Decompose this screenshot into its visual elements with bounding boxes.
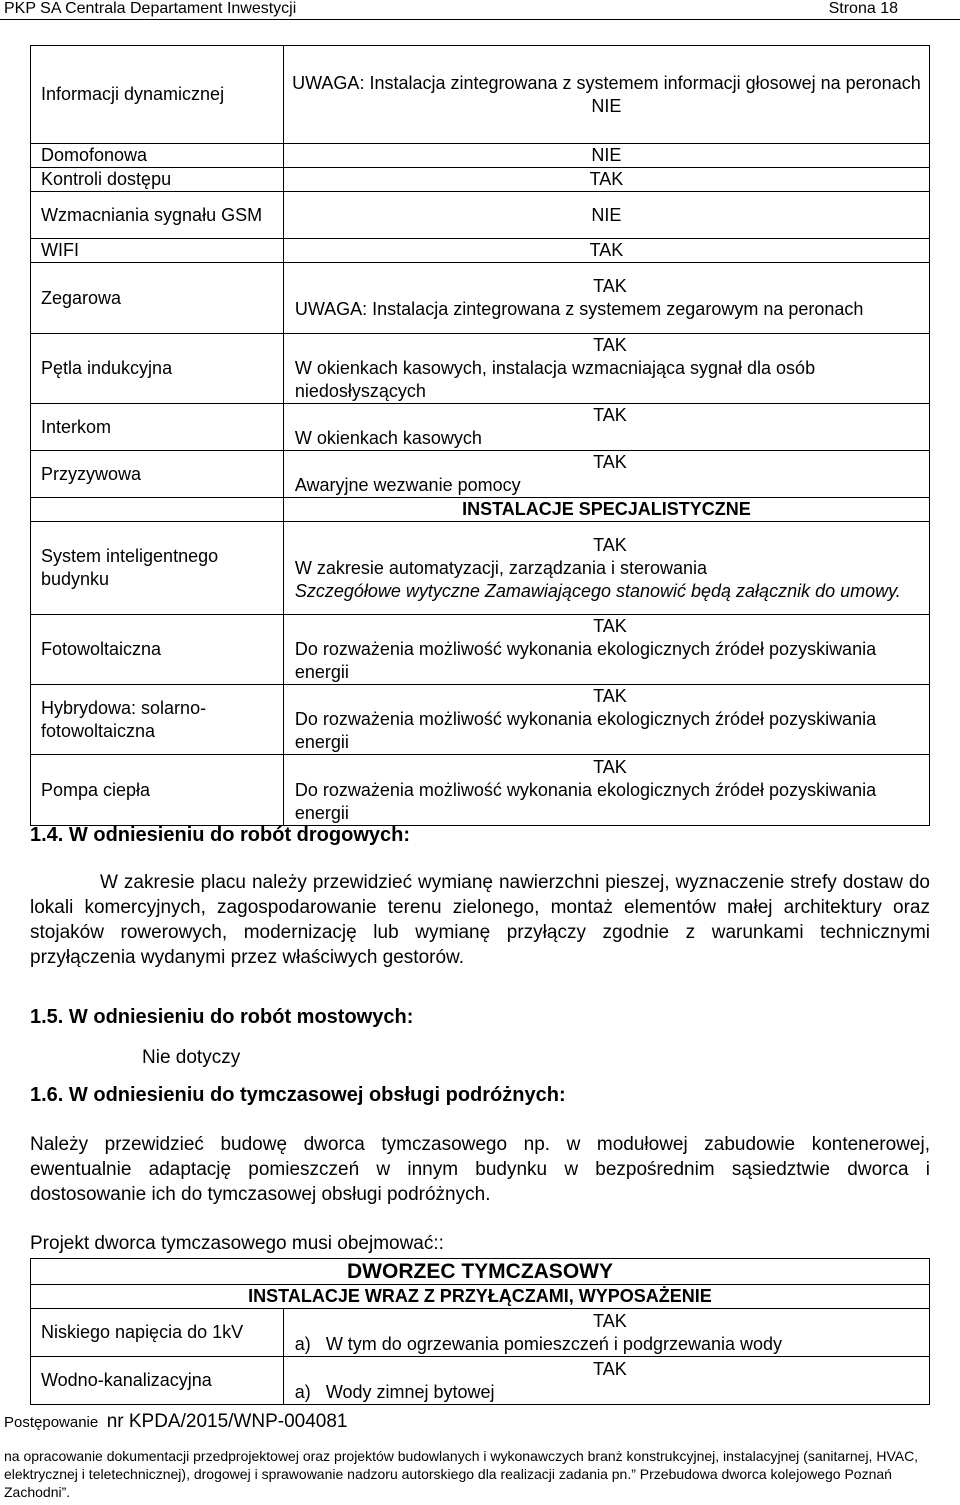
- table-row: [31, 404, 930, 451]
- table-row: [31, 263, 930, 334]
- footer-text: na opracowanie dokumentacji przedprojektowej oraz projektów budowlanych i wykonawczych branż konstrukcyjnej, instalacyjnej (sanitarnej, HVAC, elektrycznej i teletechnicznej), drogowej i sprawowanie nadzoru autorskiego dla realizacji zadania pn.” Przebudowa dworca kolejowego Poznań Zachodni”.: [4, 1448, 919, 1500]
- footer-label: Postępowanie: [4, 1414, 99, 1431]
- list-item: Wody zimnej bytowej: [325, 1381, 495, 1402]
- table-title: DWORZEC TYMCZASOWY: [31, 1259, 930, 1285]
- row-status: TAK: [593, 534, 627, 555]
- row-status: NIE: [283, 144, 929, 168]
- row-note: W zakresie automatyzacji, zarządzania i sterowania: [294, 557, 707, 578]
- row-status: NIE: [283, 192, 929, 239]
- table-row: [31, 1309, 930, 1357]
- row-status: TAK: [593, 452, 627, 472]
- row-label: Wzmacniania sygnału GSM: [31, 192, 284, 239]
- row-label: Pompa ciepła: [31, 755, 284, 826]
- page-number: Strona 18: [828, 0, 898, 17]
- row-label: Kontroli dostępu: [31, 168, 284, 192]
- paragraph-1-5: Nie dotyczy: [142, 1047, 241, 1068]
- row-status: TAK: [593, 276, 627, 296]
- installations-table: [30, 45, 930, 826]
- row-label: System inteligentnego budynku: [31, 522, 284, 615]
- footer-ref: [4, 1411, 347, 1433]
- temporary-station-table: [30, 1258, 930, 1405]
- row-note: Awaryjne wezwanie pomocy: [294, 475, 521, 495]
- paragraph-1-4: W zakresie placu należy przewidzieć wymianę nawierzchni pieszej, wyznaczenie strefy dostaw do lokali komercyjnych, zagospodarowanie terenu zielonego, montaż elementów małej architektury oraz stojaków rowerowych, modernizację lub wymianę przyłączy zgodnie z warunkami technicznymi przyłączenia wydanymi przez właściwych gestorów.: [30, 872, 930, 968]
- row-status: TAK: [593, 686, 627, 706]
- header-divider: [0, 19, 960, 20]
- footer-code: nr KPDA/2015/WNP-004081: [106, 1411, 348, 1432]
- row-status: TAK: [593, 1358, 627, 1379]
- section-heading-1-4: 1.4. W odniesieniu do robót drogowych:: [30, 824, 410, 846]
- row-label: Niskiego napięcia do 1kV: [31, 1309, 284, 1357]
- row-status: TAK: [593, 756, 627, 777]
- table-row: [31, 685, 930, 755]
- table-row: [31, 239, 930, 263]
- section-heading-1-6: 1.6. W odniesieniu do tymczasowej obsługi podróżnych:: [30, 1084, 566, 1106]
- row-label: Wodno-kanalizacyjna: [31, 1357, 284, 1405]
- row-status: TAK: [283, 168, 929, 192]
- row-note-italic: Szczegółowe wytyczne Zamawiającego stanowić będą załącznik do umowy.: [294, 580, 901, 601]
- table-row: [31, 451, 930, 498]
- row-label: Domofonowa: [31, 144, 284, 168]
- row-label: WIFI: [31, 239, 284, 263]
- row-note: UWAGA: Instalacja zintegrowana z systemem informacji głosowej na peronach: [292, 72, 921, 93]
- row-label: Zegarowa: [31, 263, 284, 334]
- row-note: Do rozważenia możliwość wykonania ekologicznych źródeł pozyskiwania energii: [294, 709, 877, 752]
- row-note: UWAGA: Instalacja zintegrowana z systemem zegarowym na peronach: [294, 299, 864, 319]
- row-status: TAK: [593, 1310, 627, 1331]
- section-heading-1-5: 1.5. W odniesieniu do robót mostowych:: [30, 1006, 414, 1028]
- table-row: [31, 615, 930, 685]
- table-subtitle: INSTALACJE WRAZ Z PRZYŁĄCZAMI, WYPOSAŻENIE: [31, 1285, 930, 1309]
- table-row: [31, 522, 930, 615]
- table-row: [31, 46, 930, 144]
- header-title: PKP SA Centrala Departament Inwestycji: [4, 0, 297, 17]
- table-row: [31, 192, 930, 239]
- paragraph-1-6: Należy przewidzieć budowę dworca tymczasowego np. w modułowej zabudowie kontenerowej, ewentualnie adaptację pomieszczeń w innym budynku w bezpośrednim sąsiedztwie dworca i dostosowanie ich do tymczasowej obsługi podróżnych.: [30, 1134, 930, 1205]
- row-note: W okienkach kasowych: [294, 428, 482, 448]
- row-label: Fotowoltaiczna: [31, 615, 284, 685]
- row-status: TAK: [593, 335, 627, 355]
- section-heading: INSTALACJE SPECJALISTYCZNE: [283, 498, 929, 522]
- table-row: [31, 1357, 930, 1405]
- row-label: Interkom: [31, 404, 284, 451]
- row-status: TAK: [593, 616, 627, 636]
- row-note: Do rozważenia możliwość wykonania ekologicznych źródeł pozyskiwania energii: [294, 779, 877, 823]
- row-note: W okienkach kasowych, instalacja wzmacniająca sygnał dla osób niedosłyszących: [294, 358, 816, 401]
- row-label: Informacji dynamicznej: [31, 46, 284, 144]
- row-status: TAK: [283, 239, 929, 263]
- row-status: NIE: [591, 95, 622, 116]
- list-marker: a): [294, 1333, 311, 1354]
- list-marker: a): [294, 1381, 311, 1402]
- row-note: Do rozważenia możliwość wykonania ekologicznych źródeł pozyskiwania energii: [294, 639, 877, 682]
- table-row: [31, 334, 930, 404]
- list-item: W tym do ogrzewania pomieszczeń i podgrzewania wody: [325, 1333, 783, 1354]
- row-label: Pętla indukcyjna: [31, 334, 284, 404]
- table-row: [31, 755, 930, 826]
- row-label: Hybrydowa: solarno-fotowoltaiczna: [31, 685, 284, 755]
- table-row: [31, 498, 930, 522]
- row-status: TAK: [593, 405, 627, 425]
- row-label: Przyzywowa: [31, 451, 284, 498]
- table-row: [31, 168, 930, 192]
- project-intro: Projekt dworca tymczasowego musi obejmować::: [30, 1233, 444, 1254]
- table-row: [31, 144, 930, 168]
